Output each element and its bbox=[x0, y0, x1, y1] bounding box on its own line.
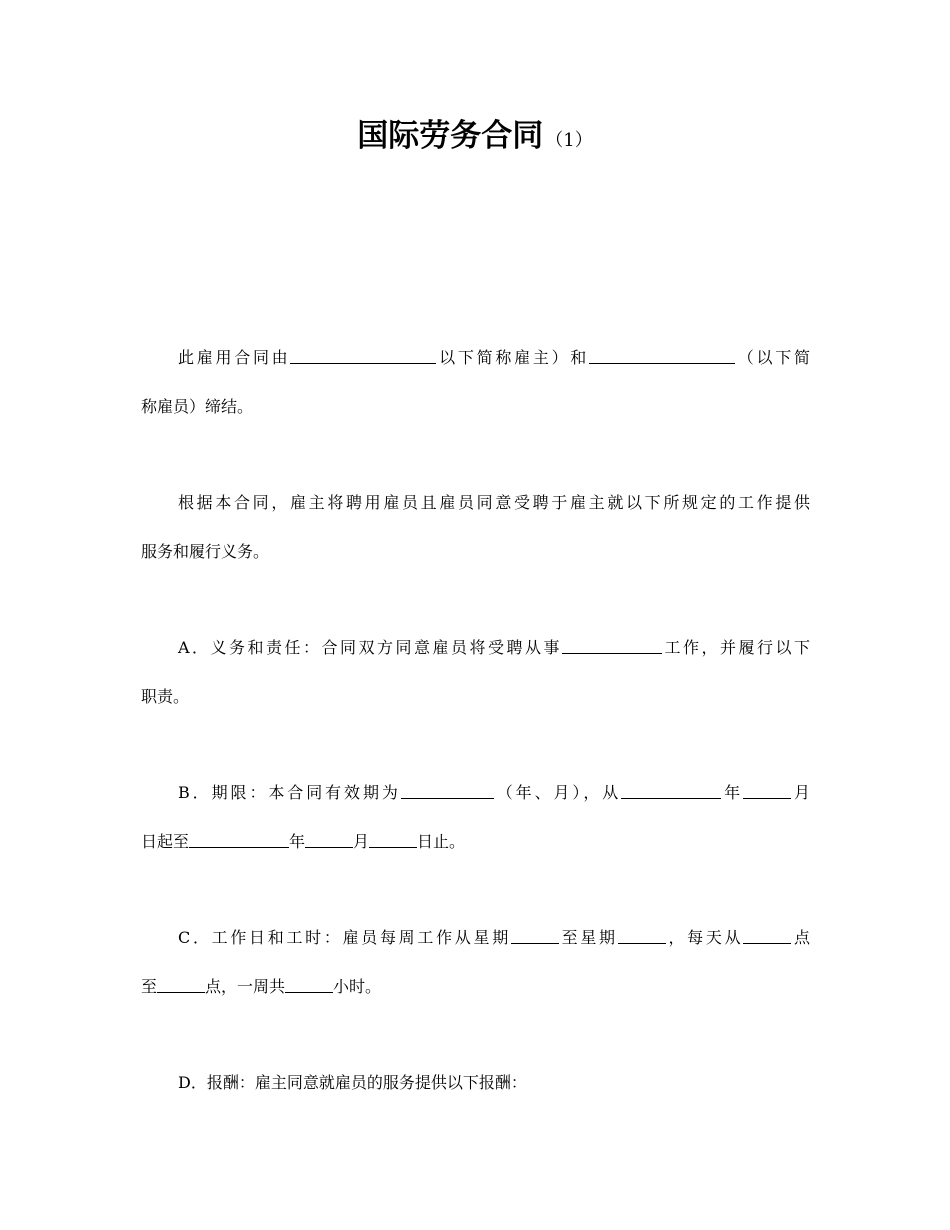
section-a-line-2: 职责。 bbox=[141, 687, 190, 706]
title-main: 国际劳务合同 bbox=[357, 118, 544, 154]
intro-paragraph bbox=[141, 333, 810, 431]
hour-start-blank bbox=[743, 927, 791, 944]
section-b bbox=[141, 768, 810, 866]
job-title-blank bbox=[562, 637, 662, 654]
basis-line-1: 根据本合同，雇主将聘用雇员且雇员同意受聘于雇主就以下所规定的工作提供 bbox=[178, 493, 810, 512]
section-a-text-b: 工作，并履行以下 bbox=[662, 638, 810, 657]
basis-paragraph bbox=[141, 478, 810, 576]
section-a-line-1 bbox=[141, 623, 810, 672]
term-blank bbox=[401, 782, 494, 799]
title-number: （1） bbox=[545, 130, 593, 151]
section-c-text-c: ，每天从 bbox=[665, 928, 744, 947]
section-a bbox=[141, 623, 810, 721]
section-b-line-2 bbox=[141, 817, 810, 866]
end-year-blank bbox=[189, 831, 289, 848]
week-start-blank bbox=[511, 927, 559, 944]
section-b-text-g: 月 bbox=[353, 832, 370, 851]
intro-text-b: 以下简称雇主）和 bbox=[436, 348, 590, 367]
section-c-text-a: C．工作日和工时：雇员每周工作从星期 bbox=[178, 928, 511, 947]
section-b-text-h: 日止。 bbox=[417, 832, 466, 851]
intro-line-2: 称雇员）缔结。 bbox=[141, 397, 254, 416]
section-a-text-a: A．义务和责任：合同双方同意雇员将受聘从事 bbox=[178, 638, 562, 657]
section-c bbox=[141, 913, 810, 1011]
start-year-blank bbox=[621, 782, 721, 799]
end-month-blank bbox=[305, 831, 353, 848]
section-c-text-e: 至 bbox=[141, 977, 158, 996]
start-month-blank bbox=[743, 782, 791, 799]
section-b-text-b: （年、月），从 bbox=[493, 783, 622, 802]
intro-text-c: （以下简 bbox=[735, 348, 810, 367]
document-title bbox=[0, 112, 950, 165]
end-day-blank bbox=[369, 831, 417, 848]
employer-blank bbox=[290, 347, 436, 364]
section-d-line-1: D．报酬：雇主同意就雇员的服务提供以下报酬： bbox=[178, 1073, 527, 1092]
section-b-text-f: 年 bbox=[289, 832, 306, 851]
section-c-line-2 bbox=[141, 962, 810, 1011]
section-b-text-a: B．期限：本合同有效期为 bbox=[178, 783, 401, 802]
section-b-text-c: 年 bbox=[721, 783, 744, 802]
weekly-hours-blank bbox=[285, 976, 333, 993]
hour-end-blank bbox=[157, 976, 205, 993]
section-b-text-e: 日起至 bbox=[141, 832, 190, 851]
section-c-text-d: 点 bbox=[791, 928, 810, 947]
employee-blank bbox=[589, 347, 735, 364]
section-c-text-b: 至星期 bbox=[558, 928, 618, 947]
week-end-blank bbox=[618, 927, 666, 944]
section-b-line-1 bbox=[141, 768, 810, 817]
intro-line-1 bbox=[141, 333, 810, 382]
section-c-text-g: 小时。 bbox=[333, 977, 382, 996]
section-d bbox=[141, 1058, 810, 1107]
section-b-text-d: 月 bbox=[791, 783, 810, 802]
section-c-text-f: 点，一周共 bbox=[205, 977, 286, 996]
intro-text-a: 此雇用合同由 bbox=[178, 348, 291, 367]
basis-line-2: 服务和履行义务。 bbox=[141, 542, 270, 561]
section-c-line-1 bbox=[141, 913, 810, 962]
